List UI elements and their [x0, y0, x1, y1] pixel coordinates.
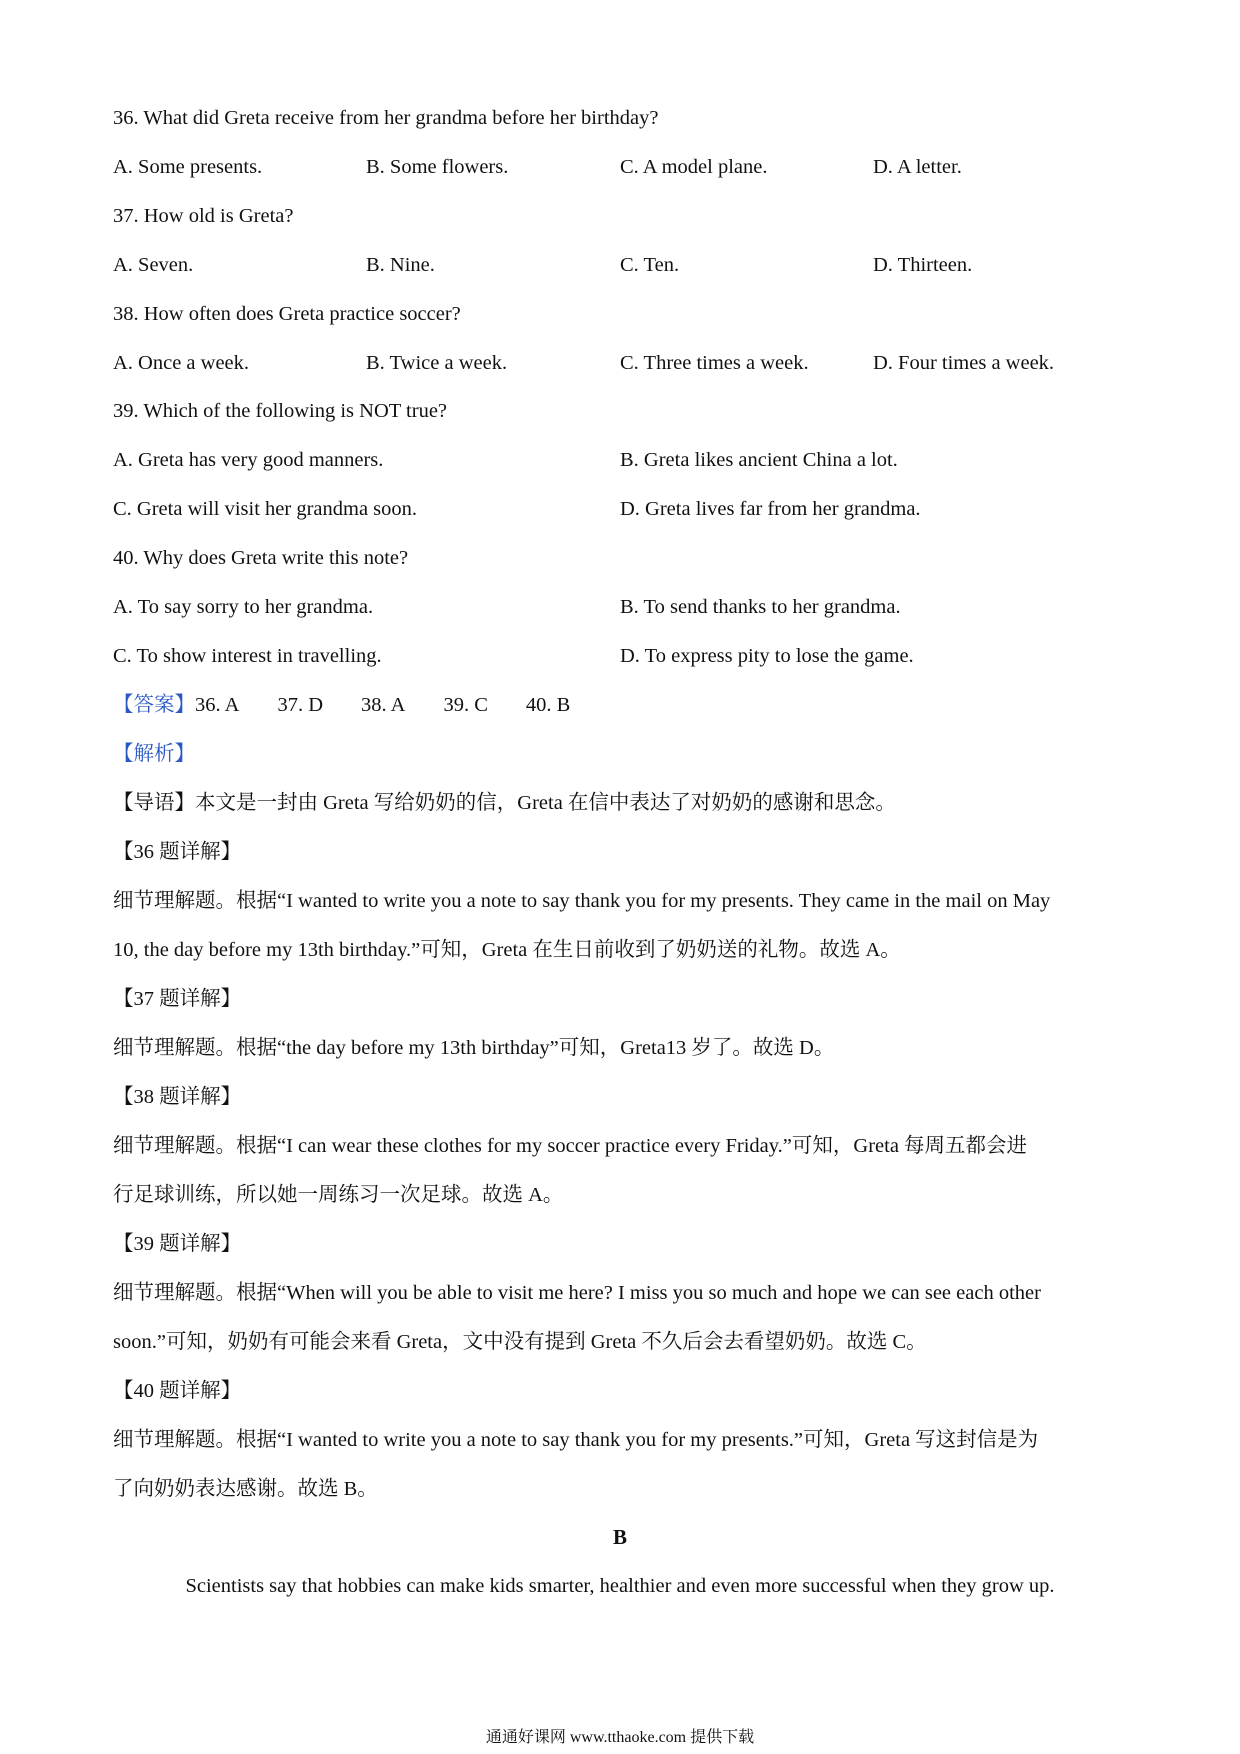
q40-option-b: B. To send thanks to her grandma. [620, 596, 901, 618]
section-b-title: B [612, 1525, 627, 1549]
detail-39-line-1: 细节理解题。根据“When will you be able to visit me here? I miss you so much and hope we can see each other [113, 1282, 1041, 1304]
q39-option-b: B. Greta likes ancient China a lot. [620, 449, 898, 471]
detail-40-heading: 【40 题详解】 [113, 1380, 242, 1402]
q36-option-c: C. A model plane. [620, 156, 768, 178]
page-footer: 通通好课网 www.tthaoke.com 提供下载 [485, 1729, 755, 1746]
detail-37-heading: 【37 题详解】 [113, 988, 242, 1010]
q37-option-b: B. Nine. [366, 254, 435, 276]
q36-option-d: D. A letter. [873, 156, 962, 178]
section-b-first-line: Scientists say that hobbies can make kids smarter, healthier and even more successful when they grow up. [185, 1575, 1055, 1597]
q38-option-a: A. Once a week. [113, 352, 250, 374]
q37-option-c: C. Ten. [620, 254, 680, 276]
question-39: 39. Which of the following is NOT true? [113, 400, 448, 422]
detail-36-line-2: 10, the day before my 13th birthday.”可知，Greta 在生日前收到了奶奶送的礼物。故选 A。 [113, 939, 901, 961]
answer-item: 37. D [277, 694, 323, 716]
detail-37-line-1: 细节理解题。根据“the day before my 13th birthday”可知，Greta13 岁了。故选 D。 [113, 1037, 835, 1059]
answer-item: 38. A [361, 694, 406, 716]
q39-option-c: C. Greta will visit her grandma soon. [113, 498, 418, 520]
detail-40-line-1: 细节理解题。根据“I wanted to write you a note to say thank you for my presents.”可知，Greta 写这封信是为 [113, 1429, 1039, 1451]
analysis-label: 【解析】 [113, 743, 195, 765]
q37-option-d: D. Thirteen. [873, 254, 973, 276]
q39-option-a: A. Greta has very good manners. [113, 449, 384, 471]
question-36: 36. What did Greta receive from her grandma before her birthday? [113, 107, 659, 129]
q40-option-c: C. To show interest in travelling. [113, 645, 382, 667]
question-38: 38. How often does Greta practice soccer? [113, 303, 461, 325]
detail-38-heading: 【38 题详解】 [113, 1086, 242, 1108]
q39-option-d: D. Greta lives far from her grandma. [620, 498, 921, 520]
q38-option-c: C. Three times a week. [620, 352, 809, 374]
detail-36-line-1: 细节理解题。根据“I wanted to write you a note to say thank you for my presents. They came in the mail on May [113, 890, 1051, 912]
answer-label: 【答案】 [113, 694, 195, 716]
detail-40-line-2: 了向奶奶表达感谢。故选 B。 [113, 1478, 378, 1500]
question-37: 37. How old is Greta? [113, 205, 294, 227]
detail-38-line-2: 行足球训练，所以她一周练习一次足球。故选 A。 [113, 1184, 564, 1206]
detail-36-heading: 【36 题详解】 [113, 841, 242, 863]
q36-option-b: B. Some flowers. [366, 156, 509, 178]
intro-text: 【导语】本文是一封由 Greta 写给奶奶的信，Greta 在信中表达了对奶奶的感谢和思念。 [113, 792, 896, 814]
answer-item: 40. B [525, 694, 571, 716]
q38-option-b: B. Twice a week. [366, 352, 508, 374]
detail-39-heading: 【39 题详解】 [113, 1233, 242, 1255]
answer-item: 39. C [443, 694, 488, 716]
q36-option-a: A. Some presents. [113, 156, 263, 178]
answer-line [113, 691, 608, 719]
q38-option-d: D. Four times a week. [873, 352, 1055, 374]
detail-39-line-2: soon.”可知，奶奶有可能会来看 Greta，文中没有提到 Greta 不久后会去看望奶奶。故选 C。 [113, 1331, 927, 1353]
detail-38-line-1: 细节理解题。根据“I can wear these clothes for my soccer practice every Friday.”可知，Greta 每周五都会进 [113, 1135, 1028, 1157]
answer-item: 36. A [195, 694, 240, 716]
q40-option-a: A. To say sorry to her grandma. [113, 596, 374, 618]
question-40: 40. Why does Greta write this note? [113, 547, 409, 569]
q37-option-a: A. Seven. [113, 254, 194, 276]
q40-option-d: D. To express pity to lose the game. [620, 645, 914, 667]
